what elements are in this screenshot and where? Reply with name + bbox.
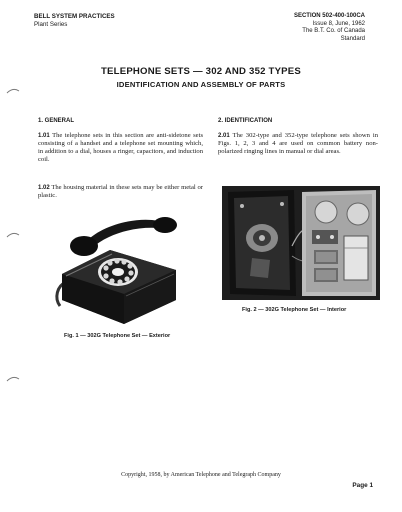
paragraph-number: 1.02 [38,185,50,191]
figure-2-caption: Fig. 2 — 302G Telephone Set — Interior [242,307,347,313]
series-title: BELL SYSTEM PRACTICES [34,13,115,20]
header-left [34,13,115,29]
copyright-notice: Copyright, 1958, by American Telephone and Telegraph Company [121,472,281,478]
telephone-exterior-photo [52,208,182,330]
page-title: TELEPHONE SETS — 302 AND 352 TYPES [101,66,301,77]
series-subtitle: Plant Series [34,21,68,28]
paragraph-number: 2.01 [218,133,230,139]
standard-label: Standard [340,35,365,42]
section-number: SECTION 502-400-100CA [293,13,365,19]
header-right [294,13,365,43]
paragraph-number: 1.01 [38,133,50,139]
telephone-interior-photo [222,186,380,300]
paragraph-2-01 [218,132,378,156]
general-heading: 1. GENERAL [38,118,75,124]
company-name: The B.T. Co. of Canada [302,28,365,35]
figure-1-caption: Fig. 1 — 302G Telephone Set — Exterior [64,333,171,339]
paragraph-text: The housing material in these sets may be either metal or plastic. [38,184,204,200]
title-block [0,66,402,89]
binder-hole-mark [6,232,20,238]
paragraph-1-01 [38,132,203,164]
paragraph-1-02 [38,184,203,200]
paragraph-text: The 302-type and 352-type telephone sets shown in Figs. 1, 2, 3 and 4 are used on common battery non-polarized ringing lines in manual or dial areas. [218,132,378,156]
page-number: Page 1 [352,482,373,489]
paragraph-text: The telephone sets in this section are anti-sidetone sets consisting of a handset and a telephone set mounting which, in addition to a dial, houses a ringer, capacitors, and induction coil. [38,132,204,164]
binder-hole-mark [6,376,20,382]
identification-heading: 2. IDENTIFICATION [218,118,273,124]
issue-date: Issue 8, June, 1962 [312,20,365,27]
page-subtitle: IDENTIFICATION AND ASSEMBLY OF PARTS [116,80,286,89]
